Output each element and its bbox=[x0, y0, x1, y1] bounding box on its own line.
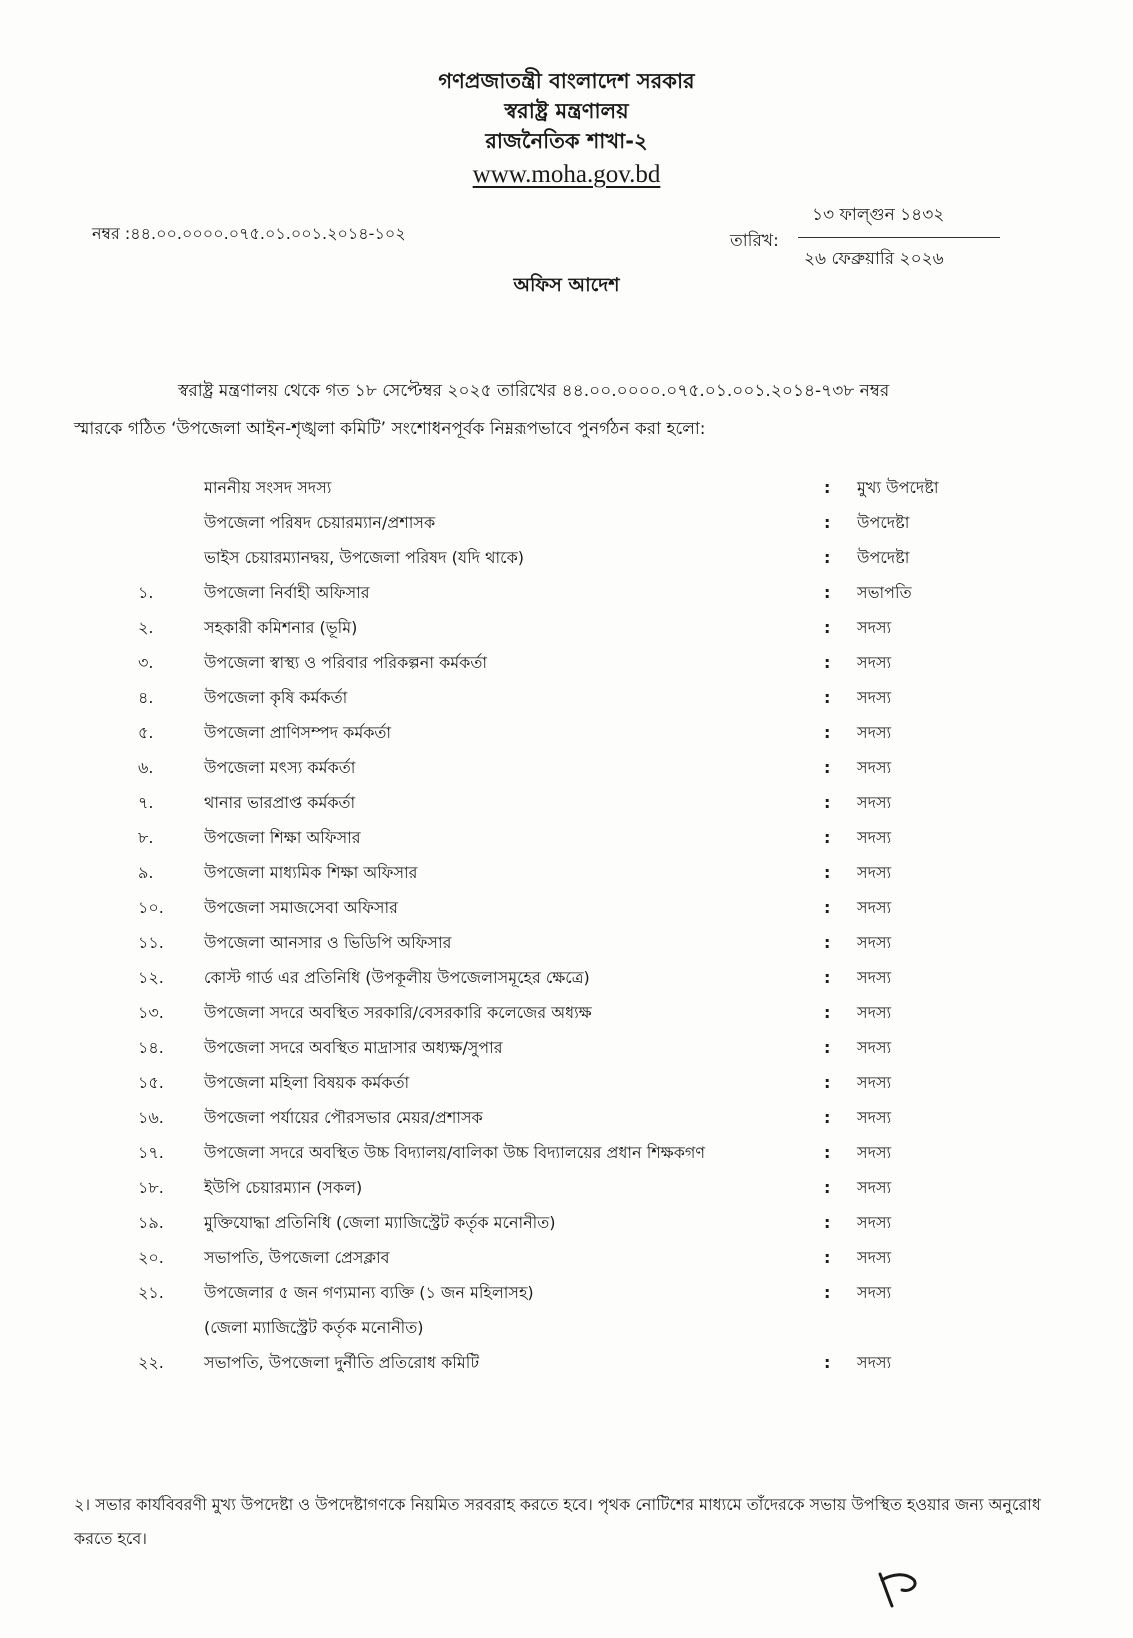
member-row bbox=[0, 929, 1133, 964]
footer-note: ২। সভার কার্যবিবরণী মুখ্য উপদেষ্টা ও উপদেষ্টাগণকে নিয়মিত সরবরাহ করতে হবে। পৃথক নোটিশের মাধ্যমে তাঁদেরকে সভায় উপস্থিত হওয়ার জন্য অনুরোধ করতে হবে। bbox=[74, 1495, 1041, 1548]
member-separator: : bbox=[824, 1143, 831, 1162]
member-title bbox=[204, 792, 804, 814]
member-role: সদস্য bbox=[857, 933, 892, 952]
member-number: ৫. bbox=[138, 723, 154, 742]
member-title bbox=[204, 617, 804, 639]
member-role: সদস্য bbox=[857, 1073, 892, 1092]
member-role: সদস্য bbox=[857, 863, 892, 882]
member-row bbox=[0, 1174, 1133, 1209]
member-title-line: মাননীয় সংসদ সদস্য bbox=[204, 478, 332, 497]
member-number: ২. bbox=[138, 618, 154, 637]
memo-number: নম্বর :৪৪.০০.০০০০.০৭৫.০১.০০১.২০১৪-১০২ bbox=[92, 224, 406, 243]
member-title bbox=[204, 1212, 804, 1234]
member-role: সদস্য bbox=[857, 1143, 892, 1162]
member-title-line: কোস্ট গার্ড এর প্রতিনিধি (উপকূলীয় উপজেলাসমূহের ক্ষেত্রে) bbox=[204, 968, 590, 987]
member-row bbox=[0, 859, 1133, 894]
member-row bbox=[0, 789, 1133, 824]
member-row bbox=[0, 1139, 1133, 1174]
member-number: ১১. bbox=[138, 933, 164, 952]
member-title bbox=[204, 1142, 804, 1164]
member-row bbox=[0, 1244, 1133, 1279]
member-title-line: উপজেলা মহিলা বিষয়ক কর্মকর্তা bbox=[204, 1073, 410, 1092]
member-title-line: উপজেলা সমাজসেবা অফিসার bbox=[204, 898, 398, 917]
member-title bbox=[204, 757, 804, 779]
date-block bbox=[730, 198, 1010, 278]
member-title bbox=[204, 547, 804, 569]
member-role: সদস্য bbox=[857, 1178, 892, 1197]
member-separator: : bbox=[824, 1213, 831, 1232]
member-title bbox=[204, 1177, 804, 1199]
member-separator: : bbox=[824, 688, 831, 707]
member-row bbox=[0, 614, 1133, 649]
member-title bbox=[204, 582, 804, 604]
member-row bbox=[0, 1209, 1133, 1244]
member-title bbox=[204, 722, 804, 744]
member-number: ৬. bbox=[138, 758, 154, 777]
member-number: ১৭. bbox=[138, 1143, 164, 1162]
member-title bbox=[204, 1107, 804, 1129]
intro-line-2: স্মারকে গঠিত ‘উপজেলা আইন-শৃঙ্খলা কমিটি’ সংশোধনপূর্বক নিম্নরূপভাবে পুনর্গঠন করা হলো: bbox=[74, 419, 706, 439]
member-row bbox=[0, 824, 1133, 859]
member-role: সদস্য bbox=[857, 758, 892, 777]
member-number: ১৮. bbox=[138, 1178, 164, 1197]
member-title-line: উপজেলা মৎস্য কর্মকর্তা bbox=[204, 758, 356, 777]
member-separator: : bbox=[824, 1283, 831, 1302]
member-title-line: উপজেলা স্বাস্থ্য ও পরিবার পরিকল্পনা কর্মকর্তা bbox=[204, 653, 487, 672]
member-role: সদস্য bbox=[857, 1213, 892, 1232]
member-role: সদস্য bbox=[857, 1353, 892, 1372]
member-role: সভাপতি bbox=[857, 583, 912, 602]
member-role: উপদেষ্টা bbox=[857, 513, 910, 532]
member-separator: : bbox=[824, 828, 831, 847]
member-number: ১০. bbox=[138, 898, 164, 917]
member-title-line: উপজেলা প্রাণিসম্পদ কর্মকর্তা bbox=[204, 723, 392, 742]
member-row bbox=[0, 999, 1133, 1034]
member-separator: : bbox=[824, 653, 831, 672]
member-number: ৮. bbox=[138, 828, 154, 847]
member-role: সদস্য bbox=[857, 828, 892, 847]
member-row bbox=[0, 649, 1133, 684]
member-separator: : bbox=[824, 513, 831, 532]
member-title bbox=[204, 652, 804, 674]
member-row bbox=[0, 1069, 1133, 1104]
member-title bbox=[204, 1282, 804, 1339]
member-role: সদস্য bbox=[857, 1283, 892, 1302]
member-row bbox=[0, 544, 1133, 579]
intro-paragraph bbox=[74, 372, 1050, 448]
member-separator: : bbox=[824, 968, 831, 987]
date-bangla: ১৩ ফাল্গুন ১৪৩২ bbox=[812, 205, 945, 225]
member-title-line: সভাপতি, উপজেলা দুর্নীতি প্রতিরোধ কমিটি bbox=[204, 1353, 480, 1372]
member-number: ১৬. bbox=[138, 1108, 164, 1127]
member-title-note: (জেলা ম্যাজিস্ট্রেট কর্তৃক মনোনীত) bbox=[204, 1318, 424, 1337]
member-separator: : bbox=[824, 1178, 831, 1197]
letterhead bbox=[0, 66, 1133, 192]
member-role: সদস্য bbox=[857, 898, 892, 917]
member-separator: : bbox=[824, 1038, 831, 1057]
member-number: ৯. bbox=[138, 863, 154, 882]
date-divider bbox=[798, 237, 1000, 238]
member-title bbox=[204, 1072, 804, 1094]
member-title bbox=[204, 827, 804, 849]
member-title-line: উপজেলা সদরে অবস্থিত মাদ্রাসার অধ্যক্ষ/সুপার bbox=[204, 1038, 503, 1057]
member-title-line: উপজেলা পর্যায়ের পৌরসভার মেয়র/প্রশাসক bbox=[204, 1108, 483, 1127]
member-separator: : bbox=[824, 478, 831, 497]
member-title bbox=[204, 512, 804, 534]
member-separator: : bbox=[824, 583, 831, 602]
member-row bbox=[0, 579, 1133, 614]
member-row bbox=[0, 1279, 1133, 1349]
member-separator: : bbox=[824, 1003, 831, 1022]
member-role: সদস্য bbox=[857, 1248, 892, 1267]
member-row bbox=[0, 1034, 1133, 1069]
member-role: সদস্য bbox=[857, 1038, 892, 1057]
member-number: ১৫. bbox=[138, 1073, 164, 1092]
member-role: সদস্য bbox=[857, 653, 892, 672]
member-row bbox=[0, 754, 1133, 789]
member-role: সদস্য bbox=[857, 793, 892, 812]
member-separator: : bbox=[824, 793, 831, 812]
member-separator: : bbox=[824, 1248, 831, 1267]
member-number: ৩. bbox=[138, 653, 154, 672]
member-title bbox=[204, 862, 804, 884]
member-row bbox=[0, 509, 1133, 544]
member-separator: : bbox=[824, 723, 831, 742]
member-separator: : bbox=[824, 548, 831, 567]
member-title-line: উপজেলা শিক্ষা অফিসার bbox=[204, 828, 361, 847]
member-separator: : bbox=[824, 898, 831, 917]
member-number: ১. bbox=[138, 583, 154, 602]
ministry-name: স্বরাষ্ট্র মন্ত্রণালয় bbox=[504, 99, 629, 123]
member-row bbox=[0, 894, 1133, 929]
member-title-line: থানার ভারপ্রাপ্ত কর্মকর্তা bbox=[204, 793, 356, 812]
government-name: গণপ্রজাতন্ত্রী বাংলাদেশ সরকার bbox=[438, 69, 695, 93]
member-separator: : bbox=[824, 758, 831, 777]
member-title bbox=[204, 967, 804, 989]
page-title: অফিস আদেশ bbox=[513, 274, 620, 296]
member-title-line: সহকারী কমিশনার (ভূমি) bbox=[204, 618, 358, 637]
member-title bbox=[204, 1037, 804, 1059]
member-title bbox=[204, 1247, 804, 1269]
member-title-line: উপজেলা আনসার ও ভিডিপি অফিসার bbox=[204, 933, 452, 952]
member-number: ১২. bbox=[138, 968, 164, 987]
member-title bbox=[204, 477, 804, 499]
date-english: ২৬ ফেব্রুয়ারি ২০২৬ bbox=[804, 249, 944, 269]
member-title-line: উপজেলা সদরে অবস্থিত সরকারি/বেসরকারি কলেজের অধ্যক্ষ bbox=[204, 1003, 592, 1022]
member-title-line: উপজেলা নির্বাহী অফিসার bbox=[204, 583, 370, 602]
member-separator: : bbox=[824, 933, 831, 952]
member-role: সদস্য bbox=[857, 968, 892, 987]
member-title-line: ভাইস চেয়ারম্যানদ্বয়, উপজেলা পরিষদ (যদি থাকে) bbox=[204, 548, 525, 567]
member-number: ৪. bbox=[138, 688, 154, 707]
member-number: ১৪. bbox=[138, 1038, 164, 1057]
member-title-line: মুক্তিযোদ্ধা প্রতিনিধি (জেলা ম্যাজিস্ট্রেট কর্তৃক মনোনীত) bbox=[204, 1213, 556, 1232]
member-role: সদস্য bbox=[857, 618, 892, 637]
member-title bbox=[204, 932, 804, 954]
member-title-line: উপজেলা সদরে অবস্থিত উচ্চ বিদ্যালয়/বালিকা উচ্চ বিদ্যালয়ের প্রধান শিক্ষকগণ bbox=[204, 1143, 706, 1162]
member-role: সদস্য bbox=[857, 723, 892, 742]
member-title-line: উপজেলার ৫ জন গণ্যমান্য ব্যক্তি (১ জন মহিলাসহ) bbox=[204, 1283, 534, 1302]
member-separator: : bbox=[824, 1108, 831, 1127]
signature-icon bbox=[874, 1566, 924, 1610]
website-link[interactable]: www.moha.gov.bd bbox=[472, 161, 661, 188]
member-number: ২২. bbox=[138, 1353, 164, 1372]
member-title bbox=[204, 1002, 804, 1024]
member-number: ২১. bbox=[138, 1283, 164, 1302]
member-number: ১৩. bbox=[138, 1003, 164, 1022]
member-row bbox=[0, 1349, 1133, 1384]
section-name: রাজনৈতিক শাখা-২ bbox=[485, 129, 648, 153]
member-role: সদস্য bbox=[857, 688, 892, 707]
member-row bbox=[0, 1104, 1133, 1139]
date-label: তারিখ: bbox=[730, 231, 779, 251]
member-title bbox=[204, 687, 804, 709]
member-role: মুখ্য উপদেষ্টা bbox=[857, 478, 939, 497]
member-role: সদস্য bbox=[857, 1108, 892, 1127]
member-row bbox=[0, 719, 1133, 754]
intro-line-1: স্বরাষ্ট্র মন্ত্রণালয় থেকে গত ১৮ সেপ্টেম্বর ২০২৫ তারিখের ৪৪.০০.০০০০.০৭৫.০১.০০১.২০১৪-৭৩৮ নম্বর bbox=[178, 381, 890, 401]
member-title-line: উপজেলা পরিষদ চেয়ারম্যান/প্রশাসক bbox=[204, 513, 436, 532]
member-role: উপদেষ্টা bbox=[857, 548, 910, 567]
member-title-line: ইউপি চেয়ারম্যান (সকল) bbox=[204, 1178, 363, 1197]
member-separator: : bbox=[824, 618, 831, 637]
member-title bbox=[204, 897, 804, 919]
member-row bbox=[0, 964, 1133, 999]
member-row bbox=[0, 474, 1133, 509]
member-separator: : bbox=[824, 1073, 831, 1092]
member-title-line: উপজেলা মাধ্যমিক শিক্ষা অফিসার bbox=[204, 863, 418, 882]
committee-member-list bbox=[0, 474, 1133, 1384]
member-role: সদস্য bbox=[857, 1003, 892, 1022]
member-separator: : bbox=[824, 863, 831, 882]
member-number: ২০. bbox=[138, 1248, 164, 1267]
member-title-line: উপজেলা কৃষি কর্মকর্তা bbox=[204, 688, 348, 707]
member-number: ১৯. bbox=[138, 1213, 164, 1232]
member-title-line: সভাপতি, উপজেলা প্রেসক্লাব bbox=[204, 1248, 390, 1267]
member-number: ৭. bbox=[138, 793, 154, 812]
member-row bbox=[0, 684, 1133, 719]
member-title bbox=[204, 1352, 804, 1374]
member-separator: : bbox=[824, 1353, 831, 1372]
